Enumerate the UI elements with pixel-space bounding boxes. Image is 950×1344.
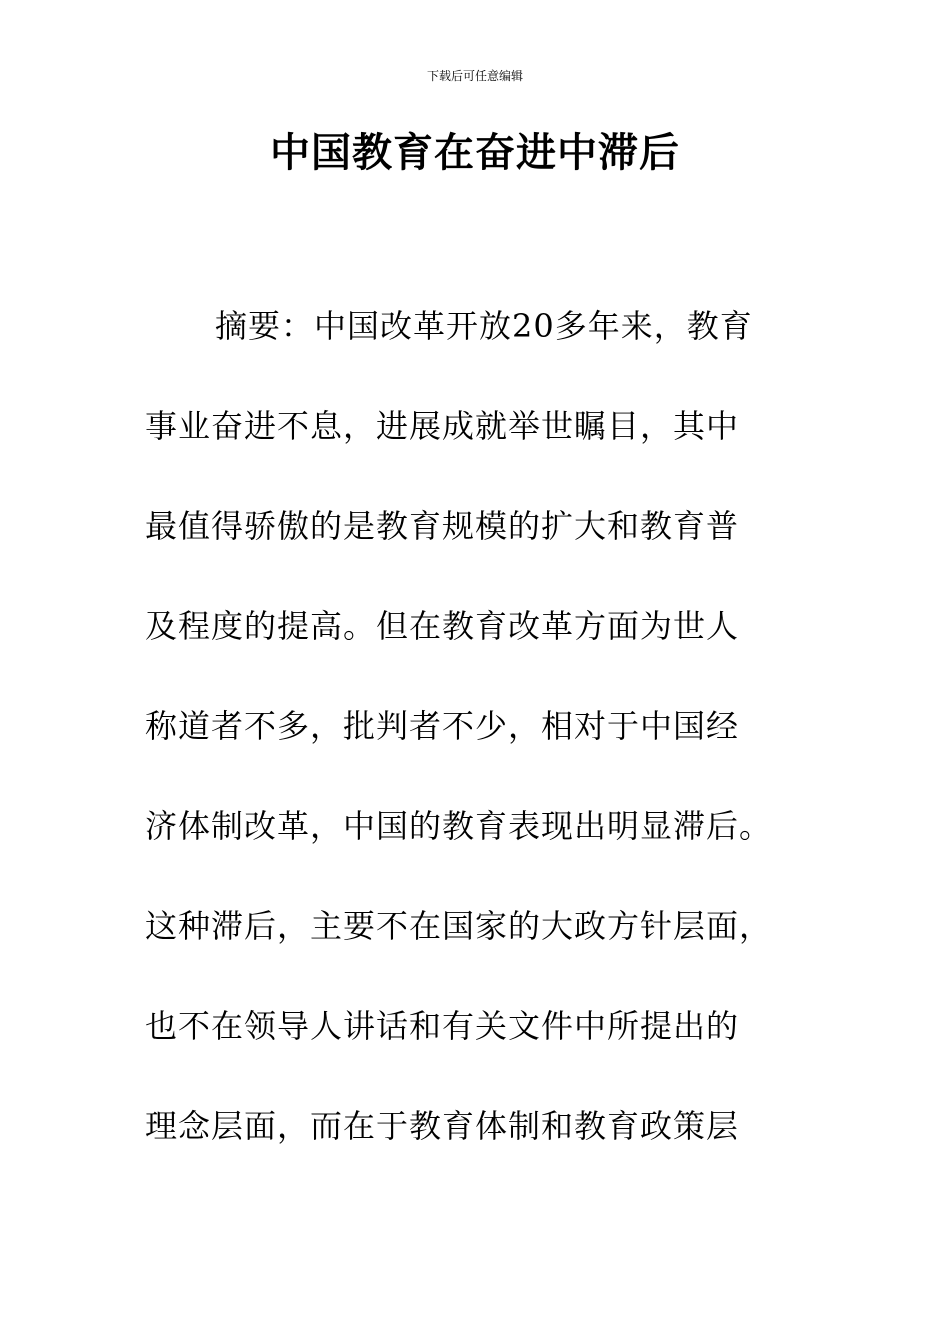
header-note: 下载后可任意编辑 xyxy=(426,69,523,83)
paragraph-line: 理念层面，而在于教育体制和教育政策层 xyxy=(145,1107,740,1145)
paragraph-line: 事业奋进不息，进展成就举世瞩目，其中 xyxy=(145,407,740,445)
paragraph-line: 摘要：中国改革开放20多年来，教育 xyxy=(215,307,753,345)
paragraph-line: 济体制改革，中国的教育表现出明显滞后。 xyxy=(145,807,773,845)
paragraph-line: 这种滞后，主要不在国家的大政方针层面， xyxy=(145,907,773,945)
paragraph-line: 最值得骄傲的是教育规模的扩大和教育普 xyxy=(145,507,740,545)
document-title: 中国教育在奋进中滞后 xyxy=(270,130,680,176)
paragraph-line: 称道者不多，批判者不少，相对于中国经 xyxy=(145,707,740,745)
paragraph-line: 及程度的提高。但在教育改革方面为世人 xyxy=(145,607,740,645)
abstract-paragraph xyxy=(145,298,815,1198)
paragraph-line: 也不在领导人讲话和有关文件中所提出的 xyxy=(145,1007,740,1045)
